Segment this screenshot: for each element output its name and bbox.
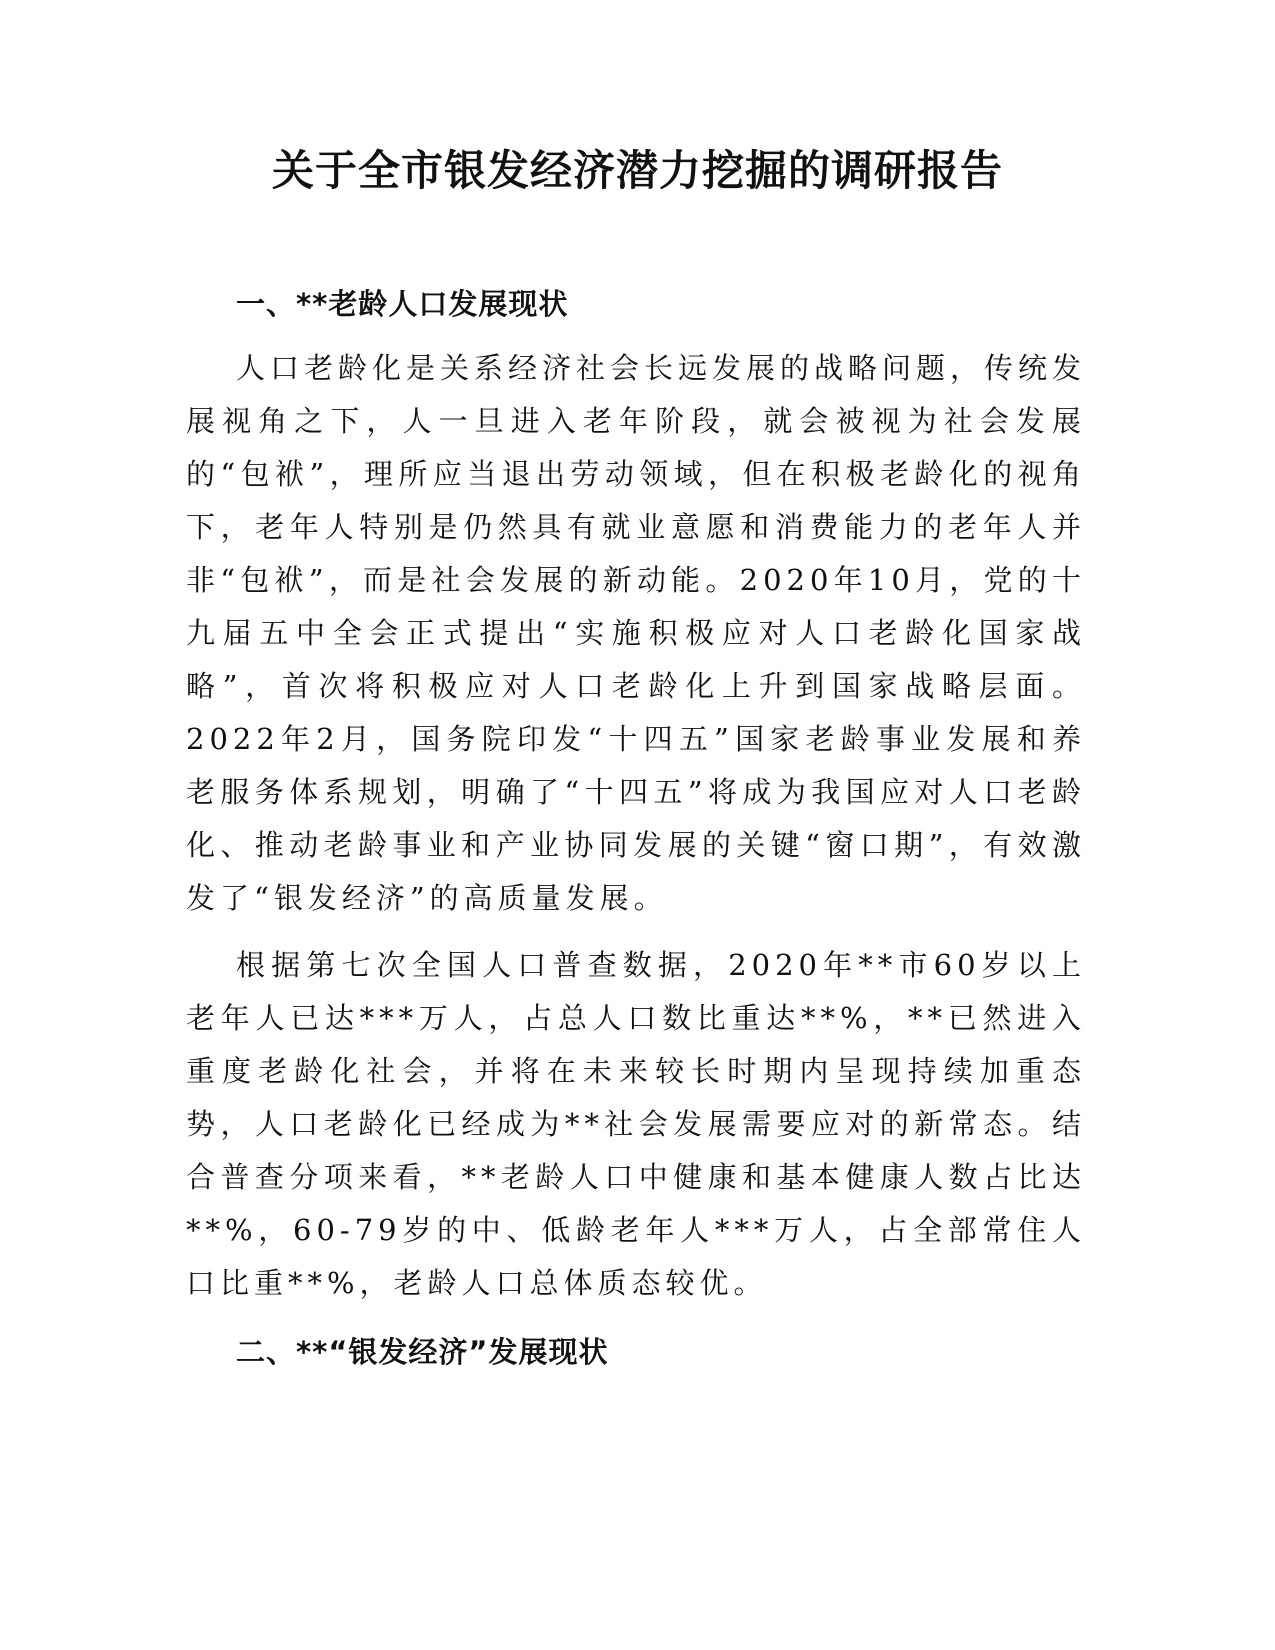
paragraph-census-data: 根据第七次全国人口普查数据，2020年**市60岁以上老年人已达***万人，占总人口数比重达**%，**已然进入重度老龄化社会，并将在未来较长时期内呈现持续加重态势，人口老龄化已经成为**社会发展需要应对的新常态。结合普查分项来看，**老龄人口中健康和基本健康人数占比达**%，60-79岁的中、低龄老年人***万人，占全部常住人口比重**%，老龄人口总体质态较优。 (186, 948, 1086, 1300)
document-body (186, 284, 1086, 1372)
document-title: 关于全市银发经济潜力挖掘的调研报告 (271, 146, 1003, 195)
section-heading-1: 一、**老龄人口发展现状 (236, 287, 569, 321)
section-heading-2: 二、**“银发经济”发展现状 (236, 1335, 609, 1369)
paragraph-aging-strategy: 人口老龄化是关系经济社会长远发展的战略问题，传统发展视角之下，人一旦进入老年阶段，就会被视为社会发展的“包袱”，理所应当退出劳动领域，但在积极老龄化的视角下，老年人特别是仍然具有就业意愿和消费能力的老年人并非“包袱”，而是社会发展的新动能。2020年10月，党的十九届五中全会正式提出“实施积极应对人口老龄化国家战略”，首次将积极应对人口老龄化上升到国家战略层面。2022年2月，国务院印发“十四五”国家老龄事业发展和养老服务体系规划，明确了“十四五”将成为我国应对人口老龄化、推动老龄事业和产业协同发展的关键“窗口期”，有效激发了“银发经济”的高质量发展。 (186, 351, 1087, 915)
